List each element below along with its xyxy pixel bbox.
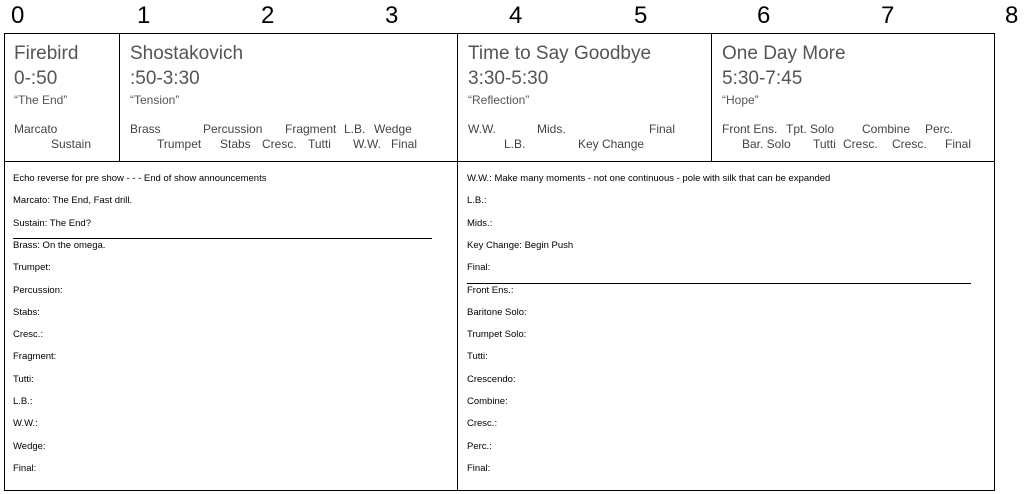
note-line: Crescendo: — [467, 373, 516, 385]
section-divider-right — [467, 283, 971, 284]
cue-label: Perc. — [925, 122, 954, 136]
note-line: Front Ens.: — [467, 284, 514, 296]
cue-label: Stabs — [220, 137, 251, 151]
cue-label: Tutti — [308, 137, 331, 151]
cue-label: Tpt. Solo — [786, 122, 835, 136]
note-line: Stabs: — [13, 306, 40, 318]
ruler-2: 2 — [261, 2, 275, 29]
segment-quote: “Tension” — [130, 93, 180, 107]
segment-time: 3:30-5:30 — [468, 68, 549, 89]
cue-label: Key Change — [578, 137, 645, 151]
segment-time: 0-:50 — [14, 68, 58, 89]
cue-label: Sustain — [51, 137, 92, 151]
segment-quote: “The End” — [14, 93, 68, 107]
note-line: Sustain: The End? — [13, 217, 91, 229]
cue-label: Bar. Solo — [742, 137, 791, 151]
note-line: Cresc.: — [467, 418, 498, 430]
segment-quote: “Reflection” — [468, 93, 530, 107]
segment-time: :50-3:30 — [130, 68, 200, 89]
ruler-5: 5 — [634, 2, 648, 29]
segment-shostakovich — [120, 33, 457, 162]
ruler-8: 8 — [1005, 2, 1019, 29]
note-line: Mids.: — [467, 217, 493, 229]
segment-time: 5:30-7:45 — [722, 68, 803, 89]
cue-label: Brass — [130, 122, 161, 136]
cue-label: W.W. — [353, 137, 381, 151]
segment-title: Time to Say Goodbye — [468, 43, 652, 64]
note-line: L.B.: — [13, 396, 33, 407]
note-line: Tutti: — [467, 351, 488, 363]
segment-title: Firebird — [14, 43, 79, 64]
note-line: Tutti: — [13, 373, 34, 385]
ruler-0: 0 — [11, 2, 25, 29]
ruler-1: 1 — [137, 2, 151, 29]
note-line: W.W.: — [13, 418, 38, 430]
cue-label: Cresc. — [262, 137, 297, 151]
segment-one-day-more — [712, 33, 995, 162]
segment-time-to-say-goodbye — [458, 33, 711, 162]
segment-title: Shostakovich — [130, 43, 244, 64]
cue-label: Trumpet — [157, 137, 202, 151]
segment-title: One Day More — [722, 43, 846, 64]
cue-label: L.B. — [344, 122, 366, 136]
cue-label: Combine — [862, 122, 911, 136]
note-line: Brass: On the omega. — [13, 239, 106, 251]
cue-label: Percussion — [203, 122, 263, 136]
segment-firebird — [4, 33, 119, 162]
note-line: Cresc.: — [13, 329, 44, 341]
cue-label: Final — [649, 122, 676, 136]
note-line: L.B.: — [467, 195, 487, 207]
note-line: Trumpet Solo: — [467, 329, 527, 341]
ruler-7: 7 — [881, 2, 895, 29]
cue-label: Tutti — [813, 137, 836, 151]
note-line: Combine: — [467, 396, 508, 407]
ruler-3: 3 — [385, 2, 399, 29]
note-line: Final: — [467, 462, 491, 474]
note-line: Marcato: The End, Fast drill. — [13, 195, 133, 207]
cue-label: Cresc. — [892, 137, 927, 151]
note-line: Wedge: — [13, 440, 46, 452]
ruler-4: 4 — [509, 2, 523, 29]
note-line: Fragment: — [13, 351, 57, 363]
note-line: Key Change: Begin Push — [467, 239, 574, 251]
note-line: Perc.: — [467, 440, 492, 452]
cue-label: Marcato — [14, 122, 58, 136]
note-line: Baritone Solo: — [467, 306, 527, 318]
segment-quote: “Hope” — [722, 93, 759, 107]
section-divider-left — [13, 238, 432, 239]
note-line: Final: — [467, 262, 491, 274]
ruler-6: 6 — [757, 2, 771, 29]
cue-label: Final — [945, 137, 972, 151]
note-line: W.W.: Make many moments - not one continuous - pole with silk that can be expanded — [467, 173, 831, 184]
cue-label: W.W. — [468, 122, 496, 136]
note-line: Percussion: — [13, 284, 63, 296]
cue-label: L.B. — [504, 137, 526, 151]
cue-label: Fragment — [285, 122, 337, 136]
note-line: Echo reverse for pre show - - - End of show announcements — [13, 173, 267, 184]
note-line: Trumpet: — [13, 262, 51, 274]
note-line: Final: — [13, 462, 37, 474]
cue-label: Cresc. — [843, 137, 878, 151]
cue-label: Mids. — [537, 122, 566, 136]
cue-label: Wedge — [374, 122, 412, 136]
cue-label: Final — [391, 137, 418, 151]
cue-label: Front Ens. — [722, 122, 778, 136]
